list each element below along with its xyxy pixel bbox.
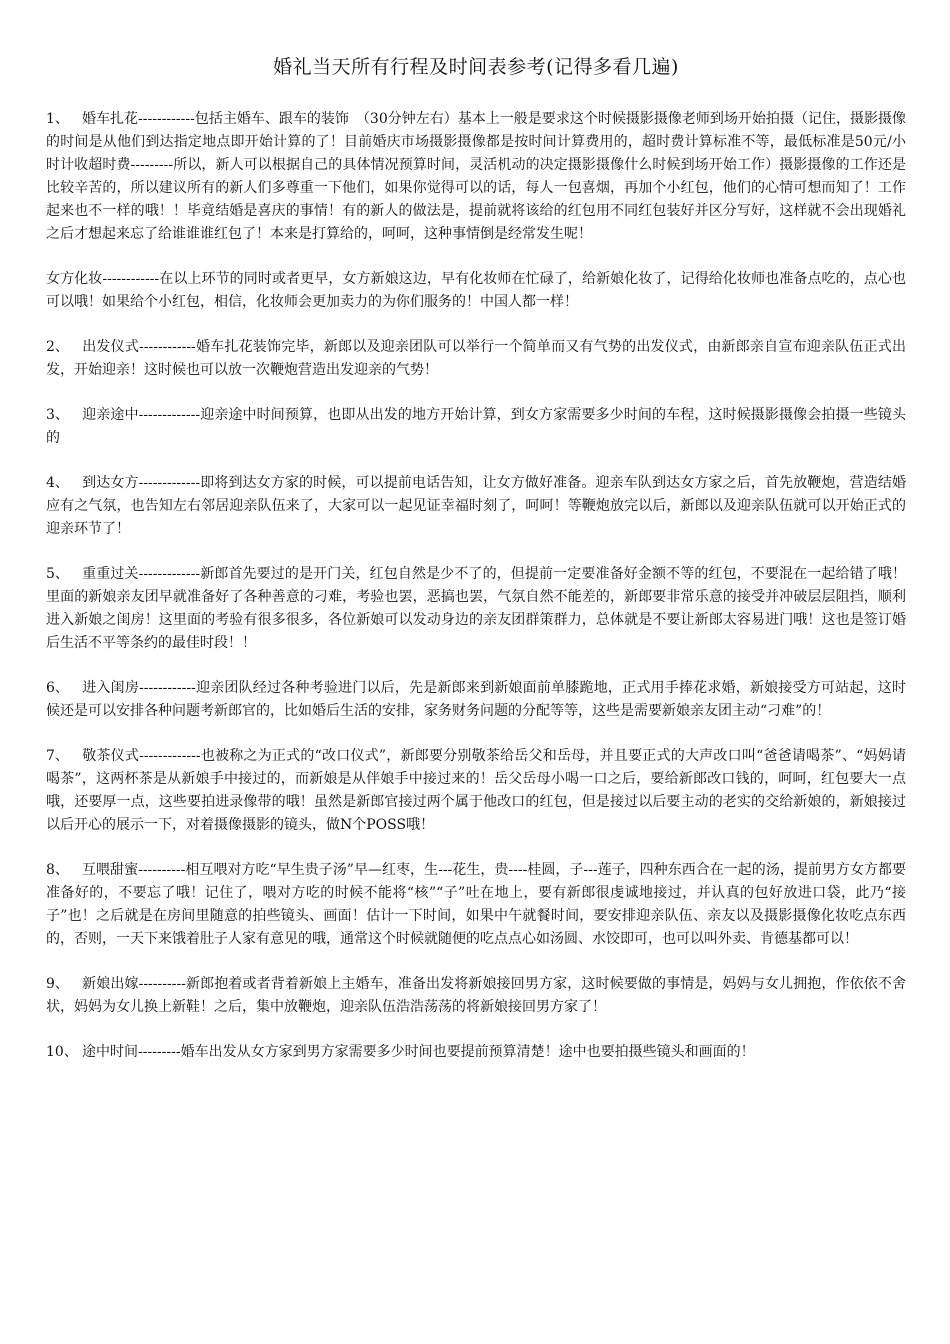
paragraph-text: 途中时间---------婚车出发从女方家到男方家需要多少时间也要提前预算清楚！途中也要拍摄些镜头和画面的！ (82, 1044, 755, 1060)
paragraph-number: 1、 (46, 111, 69, 127)
paragraph-text: 婚车扎花------------包括主婚车、跟车的装饰 （30分钟左右）基本上一般是要求这个时候摄影摄像老师到场开始拍摄（记住，摄影摄像的时间是从他们到达指定地点即开始计算的了！目前婚庆市场摄影摄像都是按时间计算费用的，超时费计算标准不等，最低标准是50元/小时计收超时费---------所以，新人可以根据自己的具体情况预算时间，灵活机动的决定摄影摄像什么时候到场开始工作）摄影摄像的工作还是比较辛苦的，所以建议所有的新人们多尊重一下他们，如果你觉得可以的话，每人一包喜烟，再加个小红包，他们的心情可想而知了！工作起来也不一样的哦！！毕竟结婚是喜庆的事情！有的新人的做法是，提前就将该给的红包用不同红包装好并区分写好，这样就不会出现婚礼之后才想起来忘了给谁谁谁红包了！本来是打算给的，呵呵，这种事情倒是经常发生呢！ (46, 111, 906, 242)
paragraph-4 (46, 472, 906, 541)
paragraph-10 (46, 1041, 906, 1064)
paragraph-number: 9、 (46, 976, 69, 992)
paragraph-text: 女方化妆------------在以上环节的同时或者更早，女方新娘这边，早有化妆师在忙碌了，给新娘化妆了，记得给化妆师也准备点吃的，点心也可以哦！如果给个小红包，相信，化妆师会更加卖力的为你们服务的！中国人都一样！ (46, 271, 906, 310)
paragraph-number: 8、 (46, 862, 69, 878)
paragraph-1 (46, 108, 906, 246)
paragraph-number: 2、 (46, 339, 69, 355)
paragraph-number: 10、 (46, 1044, 78, 1060)
paragraph-number: 5、 (46, 566, 69, 582)
paragraph-6 (46, 677, 906, 723)
paragraph-5 (46, 563, 906, 655)
paragraph-8 (46, 859, 906, 951)
paragraph-3 (46, 404, 906, 450)
paragraph-text: 出发仪式------------婚车扎花装饰完毕，新郎以及迎亲团队可以举行一个简单而又有气势的出发仪式，由新郎亲自宣布迎亲队伍正式出发，开始迎亲！这时候也可以放一次鞭炮营造出发迎亲的气势！ (46, 339, 906, 378)
paragraph-text: 互喂甜蜜----------相互喂对方吃“早生贵子汤”早—红枣，生---花生，贵----桂圆，子---莲子，四种东西合在一起的汤，提前男方女方都要准备好的，不要忘了哦！记住了，喂对方吃的时候不能将“核”“子”吐在地上，要有新郎很虔诚地接过，并认真的包好放进口袋，此乃“接子”也！之后就是在房间里随意的拍些镜头、画面！估计一下时间，如果中午就餐时间，要安排迎亲队伍、亲友以及摄影摄像化妆吃点东西的，否则，一天下来饿着肚子人家有意见的哦，通常这个时候就随便的吃点点心如汤圆、水饺即可，也可以叫外卖、肯德基都可以！ (46, 862, 906, 947)
paragraph-7 (46, 745, 906, 837)
document-title: 婚礼当天所有行程及时间表参考(记得多看几遍) (273, 56, 679, 78)
paragraph-text: 迎亲途中-------------迎亲途中时间预算，也即从出发的地方开始计算，到女方家需要多少时间的车程，这时候摄影摄像会拍摄一些镜头的 (46, 407, 906, 446)
paragraph-number: 4、 (46, 475, 69, 491)
paragraph-text: 重重过关-------------新郎首先要过的是开门关，红包自然是少不了的，但提前一定要准备好金额不等的红包，不要混在一起给错了哦！里面的新娘亲友团早就准备好了各种善意的刁难，考验也罢，恶搞也罢，气氛自然不能差的，新郎要非常乐意的接受并冲破层层阻挡，顺利进入新娘之闺房！这里面的考验有很多很多，各位新娘可以发动身边的亲友团群策群力，总体就是不要让新郎太容易进门哦！这也是签订婚后生活不平等条约的最佳时段！！ (46, 566, 906, 651)
paragraph-text: 新娘出嫁----------新郎抱着或者背着新娘上主婚车，准备出发将新娘接回男方家，这时候要做的事情是，妈妈与女儿拥抱，作依依不舍状，妈妈为女儿换上新鞋！之后，集中放鞭炮，迎亲队伍浩浩荡荡的将新娘接回男方家了！ (46, 976, 906, 1015)
paragraph-number: 3、 (46, 407, 69, 423)
paragraph-text: 到达女方-------------即将到达女方家的时候，可以提前电话告知，让女方做好准备。迎亲车队到达女方家之后，首先放鞭炮，营造结婚应有之气氛，也告知左右邻居迎亲队伍来了，大家可以一起见证幸福时刻了，呵呵！等鞭炮放完以后，新郎以及迎亲队伍就可以开始正式的迎亲环节了！ (46, 475, 906, 537)
paragraph-9 (46, 973, 906, 1019)
paragraph-number: 6、 (46, 680, 69, 696)
paragraph-2 (46, 336, 906, 382)
paragraph-number: 7、 (46, 748, 69, 764)
paragraph-makeup (46, 268, 906, 314)
paragraph-text: 敬茶仪式-------------也被称之为正式的“改口仪式”，新郎要分别敬茶给岳父和岳母，并且要正式的大声改口叫“爸爸请喝茶”、“妈妈请喝茶”，这两杯茶是从新娘手中接过的，而新娘是从伴娘手中接过来的！岳父岳母小喝一口之后，要给新郎改口钱的，呵呵，红包要大一点哦，还要厚一点，这些要拍进录像带的哦！虽然是新郎官接过两个属于他改口的红包，但是接过以后要主动的老实的交给新娘的，新娘接过以后开心的展示一下，对着摄像摄影的镜头，做N个POSS哦！ (46, 748, 906, 833)
paragraph-text: 进入闺房------------迎亲团队经过各种考验进门以后，先是新郎来到新娘面前单膝跪地，正式用手捧花求婚，新娘接受方可站起，这时候还是可以安排各种问题考新郎官的，比如婚后生活的安排，家务财务问题的分配等等，这些是需要新娘亲友团主动“刁难”的！ (46, 680, 906, 719)
